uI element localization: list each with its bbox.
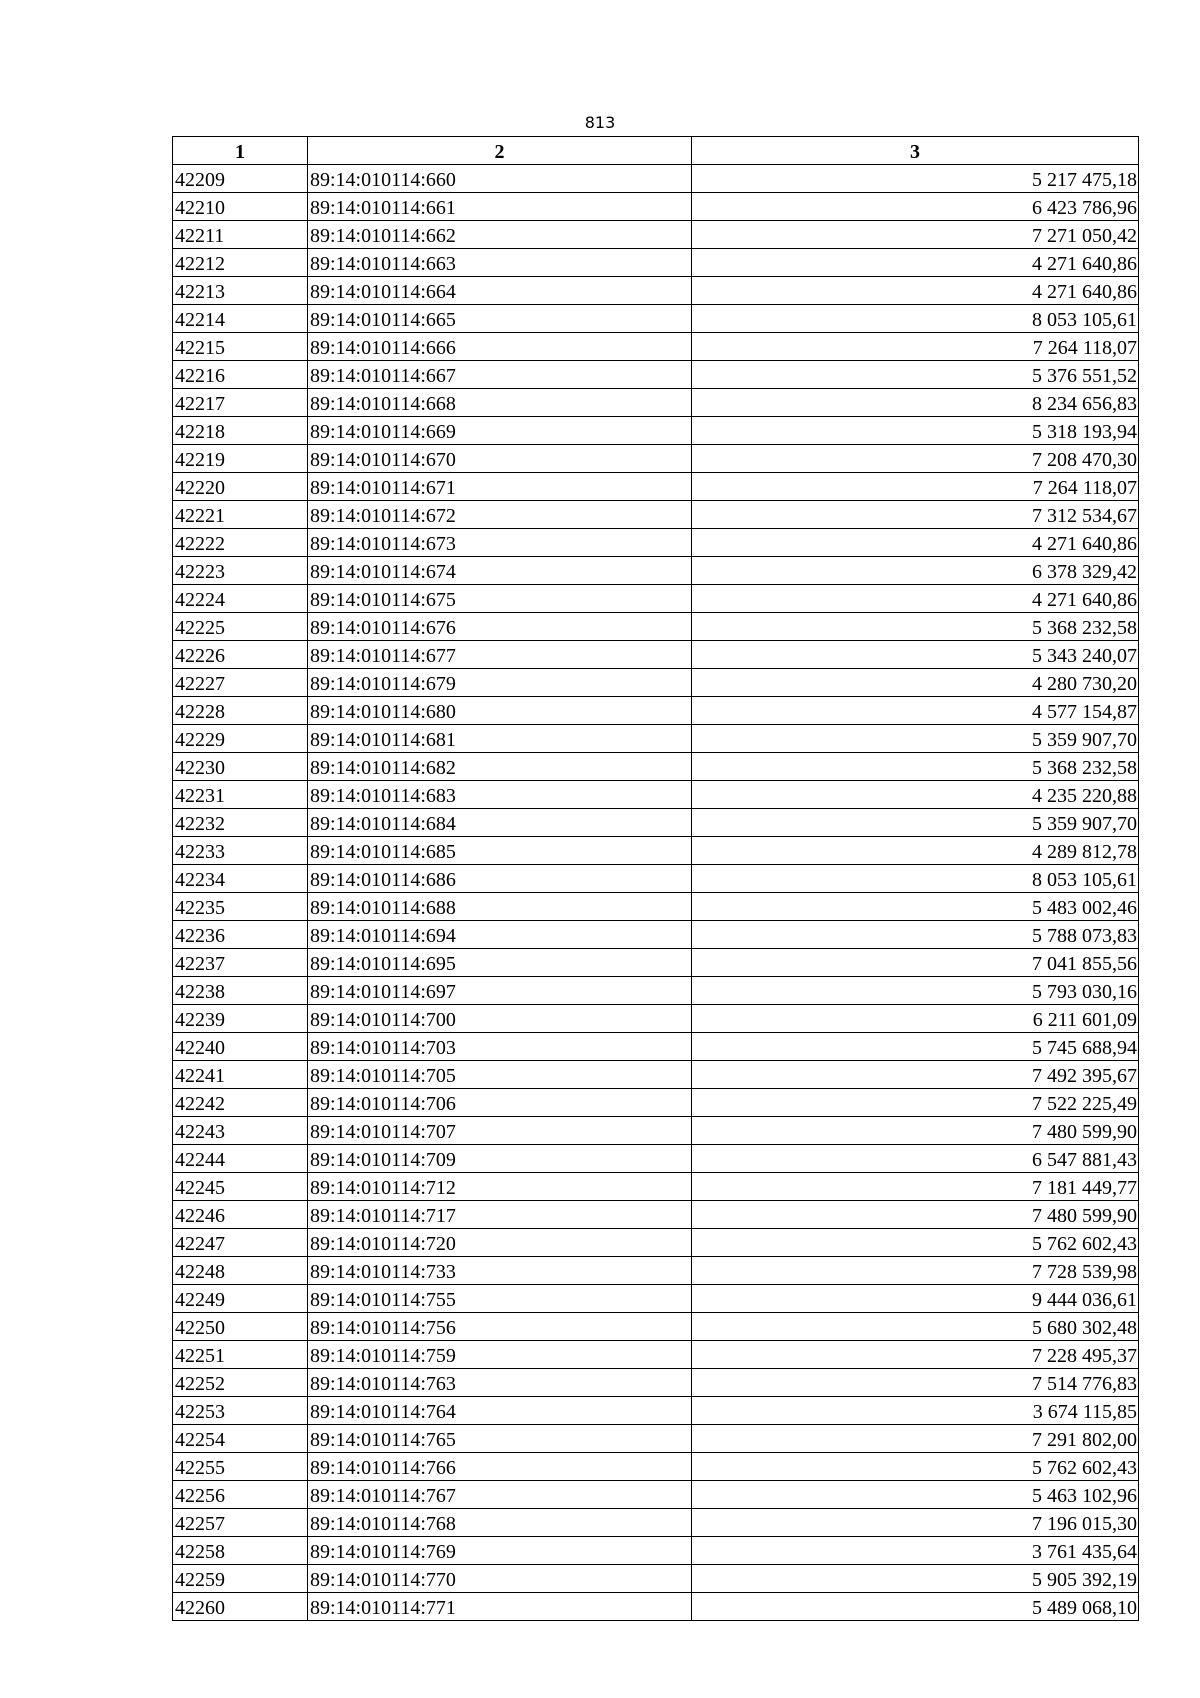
table-row (173, 1509, 1139, 1537)
cadastral-value: 5 905 392,19 (692, 1565, 1139, 1593)
cadastral-number: 89:14:010114:709 (308, 1145, 692, 1173)
row-number: 42255 (173, 1453, 308, 1481)
cadastral-number: 89:14:010114:663 (308, 249, 692, 277)
cadastral-number: 89:14:010114:759 (308, 1341, 692, 1369)
cadastral-number: 89:14:010114:755 (308, 1285, 692, 1313)
table-row (173, 1593, 1139, 1621)
cadastral-value: 5 489 068,10 (692, 1593, 1139, 1621)
table-row (173, 893, 1139, 921)
cadastral-value: 5 745 688,94 (692, 1033, 1139, 1061)
table-row (173, 277, 1139, 305)
row-number: 42243 (173, 1117, 308, 1145)
row-number: 42217 (173, 389, 308, 417)
cadastral-value: 7 480 599,90 (692, 1201, 1139, 1229)
row-number: 42242 (173, 1089, 308, 1117)
table-row (173, 1285, 1139, 1313)
cadastral-number: 89:14:010114:697 (308, 977, 692, 1005)
row-number: 42258 (173, 1537, 308, 1565)
row-number: 42220 (173, 473, 308, 501)
table-row (173, 1537, 1139, 1565)
table-row (173, 669, 1139, 697)
cadastral-value: 7 728 539,98 (692, 1257, 1139, 1285)
cadastral-number: 89:14:010114:684 (308, 809, 692, 837)
table-row (173, 865, 1139, 893)
cadastral-value: 9 444 036,61 (692, 1285, 1139, 1313)
row-number: 42244 (173, 1145, 308, 1173)
table-row (173, 1117, 1139, 1145)
row-number: 42224 (173, 585, 308, 613)
row-number: 42257 (173, 1509, 308, 1537)
table-row (173, 1425, 1139, 1453)
cadastral-value: 5 359 907,70 (692, 725, 1139, 753)
cadastral-value: 5 217 475,18 (692, 165, 1139, 193)
cadastral-number: 89:14:010114:676 (308, 613, 692, 641)
cadastral-value: 8 053 105,61 (692, 305, 1139, 333)
cadastral-value: 7 196 015,30 (692, 1509, 1139, 1537)
row-number: 42253 (173, 1397, 308, 1425)
row-number: 42237 (173, 949, 308, 977)
table-row (173, 1341, 1139, 1369)
table-row (173, 1033, 1139, 1061)
row-number: 42216 (173, 361, 308, 389)
cadastral-value: 4 271 640,86 (692, 529, 1139, 557)
cadastral-value: 7 480 599,90 (692, 1117, 1139, 1145)
table-row (173, 697, 1139, 725)
cadastral-number: 89:14:010114:683 (308, 781, 692, 809)
table-row (173, 1481, 1139, 1509)
table-row (173, 1061, 1139, 1089)
row-number: 42215 (173, 333, 308, 361)
cadastral-value: 3 761 435,64 (692, 1537, 1139, 1565)
cadastral-value: 7 271 050,42 (692, 221, 1139, 249)
table-row (173, 725, 1139, 753)
cadastral-value-table (172, 136, 1139, 1621)
row-number: 42213 (173, 277, 308, 305)
cadastral-number: 89:14:010114:673 (308, 529, 692, 557)
cadastral-value: 6 547 881,43 (692, 1145, 1139, 1173)
table-row (173, 837, 1139, 865)
cadastral-number: 89:14:010114:667 (308, 361, 692, 389)
row-number: 42222 (173, 529, 308, 557)
cadastral-number: 89:14:010114:682 (308, 753, 692, 781)
cadastral-value: 5 793 030,16 (692, 977, 1139, 1005)
row-number: 42231 (173, 781, 308, 809)
cadastral-number: 89:14:010114:706 (308, 1089, 692, 1117)
row-number: 42235 (173, 893, 308, 921)
table-row (173, 221, 1139, 249)
table-row (173, 389, 1139, 417)
table-row (173, 1145, 1139, 1173)
cadastral-number: 89:14:010114:666 (308, 333, 692, 361)
row-number: 42227 (173, 669, 308, 697)
cadastral-number: 89:14:010114:688 (308, 893, 692, 921)
cadastral-number: 89:14:010114:771 (308, 1593, 692, 1621)
table-row (173, 1565, 1139, 1593)
cadastral-value: 7 041 855,56 (692, 949, 1139, 977)
row-number: 42239 (173, 1005, 308, 1033)
row-number: 42241 (173, 1061, 308, 1089)
table-row (173, 921, 1139, 949)
column-header-1: 1 (173, 137, 308, 165)
cadastral-value: 7 181 449,77 (692, 1173, 1139, 1201)
row-number: 42247 (173, 1229, 308, 1257)
cadastral-number: 89:14:010114:769 (308, 1537, 692, 1565)
cadastral-value: 7 514 776,83 (692, 1369, 1139, 1397)
table-row (173, 1173, 1139, 1201)
cadastral-number: 89:14:010114:765 (308, 1425, 692, 1453)
row-number: 42225 (173, 613, 308, 641)
cadastral-value: 5 762 602,43 (692, 1453, 1139, 1481)
cadastral-value: 6 378 329,42 (692, 557, 1139, 585)
column-header-2: 2 (308, 137, 692, 165)
cadastral-number: 89:14:010114:677 (308, 641, 692, 669)
cadastral-number: 89:14:010114:712 (308, 1173, 692, 1201)
row-number: 42233 (173, 837, 308, 865)
cadastral-number: 89:14:010114:703 (308, 1033, 692, 1061)
cadastral-value: 7 264 118,07 (692, 473, 1139, 501)
cadastral-number: 89:14:010114:700 (308, 1005, 692, 1033)
row-number: 42214 (173, 305, 308, 333)
table-row (173, 557, 1139, 585)
page-number: 813 (584, 113, 616, 132)
table-row (173, 361, 1139, 389)
row-number: 42230 (173, 753, 308, 781)
row-number: 42246 (173, 1201, 308, 1229)
table-row (173, 809, 1139, 837)
table-row (173, 193, 1139, 221)
cadastral-number: 89:14:010114:768 (308, 1509, 692, 1537)
cadastral-value: 5 368 232,58 (692, 613, 1139, 641)
cadastral-number: 89:14:010114:705 (308, 1061, 692, 1089)
cadastral-value: 4 280 730,20 (692, 669, 1139, 697)
table-row (173, 753, 1139, 781)
table-row (173, 613, 1139, 641)
table-row (173, 249, 1139, 277)
table-row (173, 585, 1139, 613)
row-number: 42245 (173, 1173, 308, 1201)
cadastral-value: 5 318 193,94 (692, 417, 1139, 445)
row-number: 42234 (173, 865, 308, 893)
cadastral-value: 5 680 302,48 (692, 1313, 1139, 1341)
row-number: 42212 (173, 249, 308, 277)
cadastral-value: 5 463 102,96 (692, 1481, 1139, 1509)
table-row (173, 1201, 1139, 1229)
cadastral-value: 8 234 656,83 (692, 389, 1139, 417)
row-number: 42229 (173, 725, 308, 753)
cadastral-number: 89:14:010114:763 (308, 1369, 692, 1397)
row-number: 42259 (173, 1565, 308, 1593)
column-header-3: 3 (692, 137, 1139, 165)
cadastral-value: 8 053 105,61 (692, 865, 1139, 893)
cadastral-number: 89:14:010114:764 (308, 1397, 692, 1425)
table-row (173, 333, 1139, 361)
cadastral-number: 89:14:010114:670 (308, 445, 692, 473)
row-number: 42251 (173, 1341, 308, 1369)
row-number: 42211 (173, 221, 308, 249)
cadastral-number: 89:14:010114:660 (308, 165, 692, 193)
row-number: 42249 (173, 1285, 308, 1313)
cadastral-number: 89:14:010114:686 (308, 865, 692, 893)
table-row (173, 641, 1139, 669)
cadastral-number: 89:14:010114:664 (308, 277, 692, 305)
cadastral-number: 89:14:010114:770 (308, 1565, 692, 1593)
cadastral-number: 89:14:010114:695 (308, 949, 692, 977)
cadastral-value: 5 368 232,58 (692, 753, 1139, 781)
cadastral-number: 89:14:010114:674 (308, 557, 692, 585)
cadastral-number: 89:14:010114:680 (308, 697, 692, 725)
cadastral-value: 6 211 601,09 (692, 1005, 1139, 1033)
table-header-row (173, 137, 1139, 165)
cadastral-value: 7 228 495,37 (692, 1341, 1139, 1369)
table-row (173, 1005, 1139, 1033)
cadastral-value: 4 577 154,87 (692, 697, 1139, 725)
row-number: 42232 (173, 809, 308, 837)
cadastral-number: 89:14:010114:672 (308, 501, 692, 529)
cadastral-value: 5 359 907,70 (692, 809, 1139, 837)
cadastral-value: 4 271 640,86 (692, 585, 1139, 613)
row-number: 42238 (173, 977, 308, 1005)
cadastral-number: 89:14:010114:707 (308, 1117, 692, 1145)
row-number: 42254 (173, 1425, 308, 1453)
cadastral-number: 89:14:010114:665 (308, 305, 692, 333)
table-row (173, 305, 1139, 333)
table-row (173, 501, 1139, 529)
cadastral-number: 89:14:010114:717 (308, 1201, 692, 1229)
row-number: 42209 (173, 165, 308, 193)
row-number: 42221 (173, 501, 308, 529)
row-number: 42223 (173, 557, 308, 585)
cadastral-value: 3 674 115,85 (692, 1397, 1139, 1425)
cadastral-number: 89:14:010114:668 (308, 389, 692, 417)
cadastral-value: 5 483 002,46 (692, 893, 1139, 921)
row-number: 42226 (173, 641, 308, 669)
row-number: 42236 (173, 921, 308, 949)
cadastral-number: 89:14:010114:671 (308, 473, 692, 501)
cadastral-value: 7 522 225,49 (692, 1089, 1139, 1117)
table-row (173, 529, 1139, 557)
cadastral-value: 4 289 812,78 (692, 837, 1139, 865)
cadastral-number: 89:14:010114:733 (308, 1257, 692, 1285)
table-row (173, 1313, 1139, 1341)
table-row (173, 1397, 1139, 1425)
table-row (173, 977, 1139, 1005)
cadastral-number: 89:14:010114:720 (308, 1229, 692, 1257)
table-row (173, 473, 1139, 501)
cadastral-value: 4 271 640,86 (692, 249, 1139, 277)
cadastral-number: 89:14:010114:767 (308, 1481, 692, 1509)
row-number: 42210 (173, 193, 308, 221)
table-row (173, 1089, 1139, 1117)
cadastral-value: 7 492 395,67 (692, 1061, 1139, 1089)
cadastral-number: 89:14:010114:661 (308, 193, 692, 221)
table-row (173, 1257, 1139, 1285)
cadastral-value: 5 376 551,52 (692, 361, 1139, 389)
cadastral-value: 5 762 602,43 (692, 1229, 1139, 1257)
cadastral-value: 7 312 534,67 (692, 501, 1139, 529)
cadastral-number: 89:14:010114:766 (308, 1453, 692, 1481)
table-row (173, 949, 1139, 977)
cadastral-value: 5 343 240,07 (692, 641, 1139, 669)
row-number: 42250 (173, 1313, 308, 1341)
cadastral-number: 89:14:010114:669 (308, 417, 692, 445)
row-number: 42256 (173, 1481, 308, 1509)
cadastral-value: 7 264 118,07 (692, 333, 1139, 361)
cadastral-number: 89:14:010114:694 (308, 921, 692, 949)
table-row (173, 781, 1139, 809)
cadastral-number: 89:14:010114:681 (308, 725, 692, 753)
cadastral-number: 89:14:010114:756 (308, 1313, 692, 1341)
row-number: 42240 (173, 1033, 308, 1061)
cadastral-value: 5 788 073,83 (692, 921, 1139, 949)
row-number: 42248 (173, 1257, 308, 1285)
row-number: 42228 (173, 697, 308, 725)
cadastral-number: 89:14:010114:679 (308, 669, 692, 697)
row-number: 42219 (173, 445, 308, 473)
row-number: 42252 (173, 1369, 308, 1397)
cadastral-number: 89:14:010114:675 (308, 585, 692, 613)
table-body (173, 165, 1139, 1621)
row-number: 42260 (173, 1593, 308, 1621)
table-row (173, 165, 1139, 193)
cadastral-value: 4 271 640,86 (692, 277, 1139, 305)
cadastral-number: 89:14:010114:662 (308, 221, 692, 249)
cadastral-number: 89:14:010114:685 (308, 837, 692, 865)
table-row (173, 1229, 1139, 1257)
cadastral-value: 7 208 470,30 (692, 445, 1139, 473)
table-row (173, 417, 1139, 445)
table-row (173, 445, 1139, 473)
row-number: 42218 (173, 417, 308, 445)
cadastral-value: 6 423 786,96 (692, 193, 1139, 221)
table-row (173, 1453, 1139, 1481)
table-row (173, 1369, 1139, 1397)
cadastral-value: 7 291 802,00 (692, 1425, 1139, 1453)
cadastral-value: 4 235 220,88 (692, 781, 1139, 809)
